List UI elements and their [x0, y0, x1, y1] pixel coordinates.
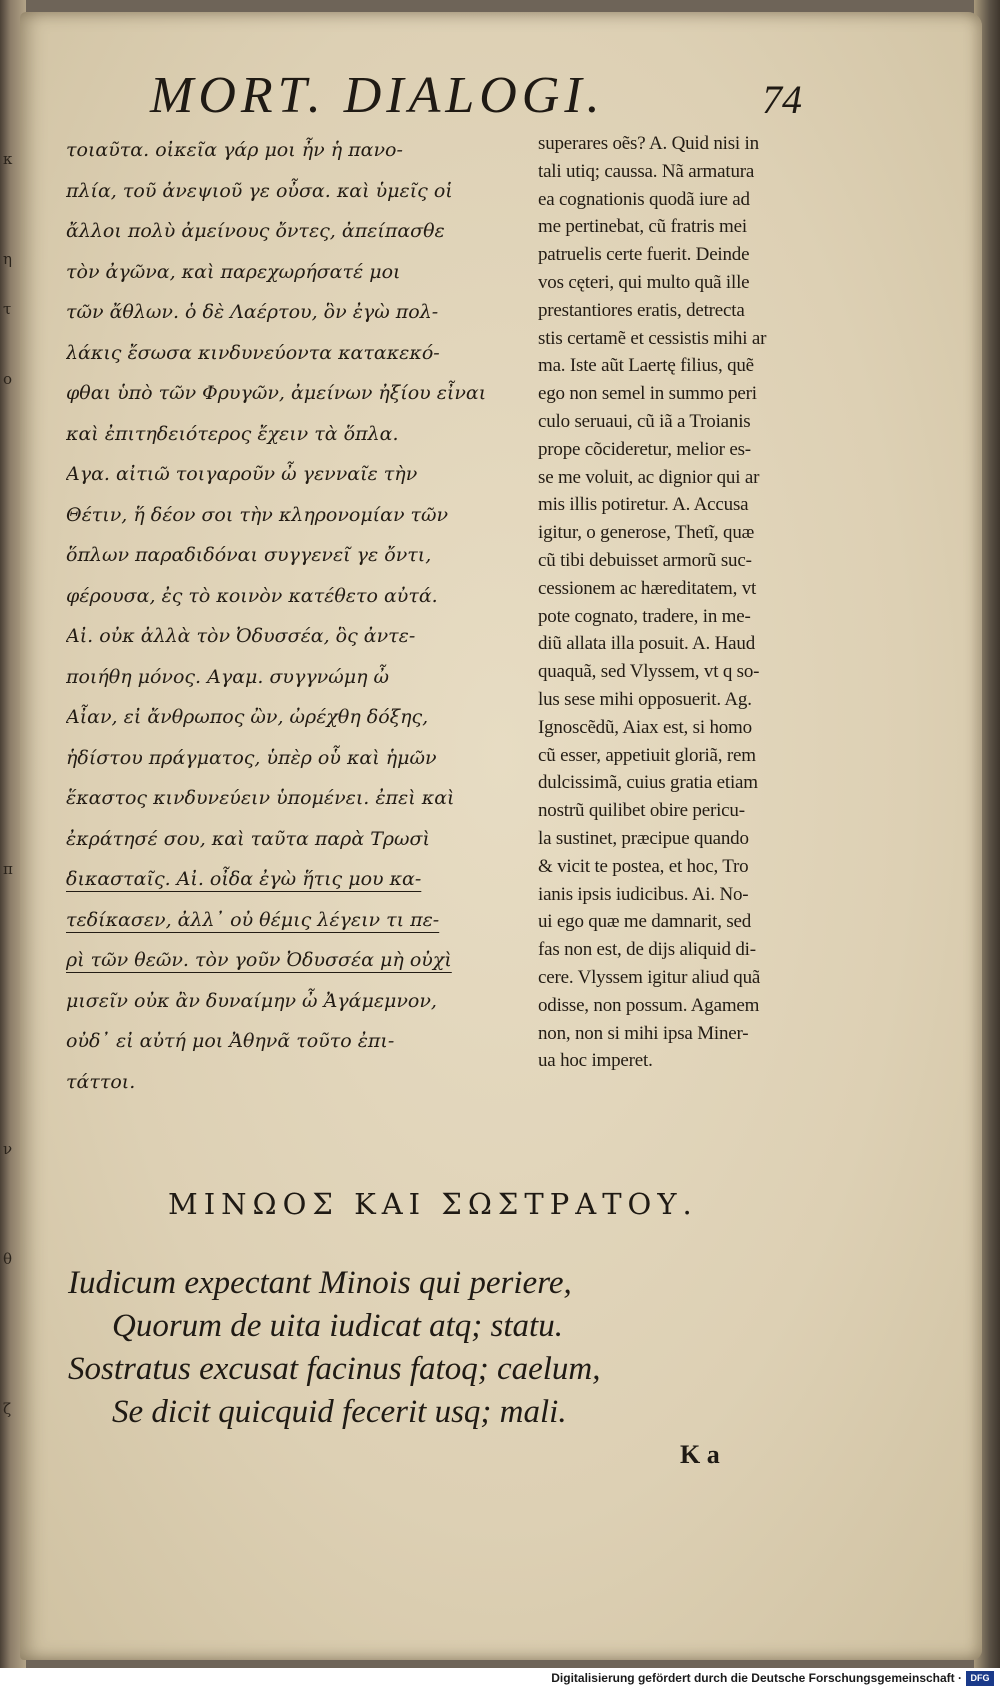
greek-text-line: οὐδ᾽ εἰ αὐτή μοι Ἀθηνᾶ τοῦτο ἐπι-	[66, 1030, 395, 1052]
greek-text-line: ὅπλων παραδιδόναι συγγενεῖ γε ὄντι,	[66, 544, 432, 566]
signature-mark: K a	[680, 1440, 720, 1469]
verse-line: Iudicum expectant Minois qui periere,	[68, 1265, 572, 1301]
latin-text-line: patruelis certe fuerit. Deinde	[538, 244, 750, 266]
latin-text-line: nostrũ quilibet obire pericu-	[538, 800, 745, 822]
latin-text-line: cũ tibi debuisset armorũ suc-	[538, 549, 752, 571]
greek-text-line: ποιήθη μόνος. Αγαμ. συγγνώμη ὦ	[66, 665, 389, 688]
latin-text-line: odisse, non possum. Agamem	[538, 994, 760, 1016]
latin-text-line: stis certamẽ et cessistis mihi ar	[538, 327, 767, 349]
latin-text-line: ego non semel in summo peri	[538, 383, 757, 405]
latin-text-line: ianis ipsis iudicibus. Ai. No-	[538, 883, 749, 905]
greek-text-line: ρὶ τῶν θεῶν. τὸν γοῦν Ὀδυσσέα μὴ οὐχὶ	[66, 949, 452, 971]
running-head: MORT. DIALOGI.	[150, 67, 605, 124]
latin-text-line: Ignoscẽdũ, Aiax est, si homo	[538, 716, 752, 738]
latin-text-line: dulcissimã, cuius gratia etiam	[538, 772, 758, 794]
latin-text-line: & vicit te postea, et hoc, Tro	[538, 855, 749, 877]
latin-text-line: se me voluit, ac dignior qui ar	[538, 466, 760, 488]
latin-text-line: culo seruaui, cũ iã a Troianis	[538, 410, 751, 432]
greek-text-line: φθαι ὑπὸ τῶν Φρυγῶν, ἀμείνων ἠξίου εἶναι	[66, 382, 487, 404]
greek-text-line: τὸν ἀγῶνα, καὶ παρεχωρήσατέ μοι	[66, 260, 401, 283]
latin-text-line: la sustinet, præcipue quando	[538, 827, 749, 849]
latin-text-line: cessionem ac hæreditatem, vt	[538, 577, 757, 599]
footer-credit: Digitalisierung gefördert durch die Deutsche Forschungsgemeinschaft ·	[551, 1671, 962, 1685]
latin-text-line: ui ego quæ me damnarit, sed	[538, 911, 752, 933]
latin-text-line: ua hoc imperet.	[538, 1050, 653, 1072]
section-heading: ΜΙΝΩΟΣ ΚΑΙ ΣΩΣΤΡΑΤΟΥ.	[168, 1187, 698, 1221]
verse-line: Se dicit quicquid fecerit usq; mali.	[112, 1394, 567, 1430]
latin-text-line: me pertinebat, cũ fratris mei	[538, 216, 747, 238]
greek-text-line: τῶν ἄθλων. ὁ δὲ Λαέρτου, ὃν ἐγὼ πολ-	[66, 301, 439, 323]
greek-text-line: καὶ ἐπιτηδειότερος ἔχειν τὰ ὅπλα.	[66, 422, 399, 445]
greek-text-line: Αἶαν, εἰ ἄνθρωπος ὢν, ὠρέχθη δόξης,	[66, 706, 429, 728]
argument-verse	[68, 1262, 788, 1434]
verse-line: Sostratus excusat facinus fatoq; caelum,	[68, 1351, 601, 1387]
greek-text-line: τοιαῦτα. οἰκεῖα γάρ μοι ἦν ἡ πανο-	[66, 139, 403, 161]
greek-text-column	[66, 130, 544, 1102]
greek-text-line: τάττοι.	[66, 1070, 136, 1093]
greek-text-line: φέρουσα, ἐς τὸ κοινὸν κατέθετο αὐτά.	[66, 584, 438, 607]
latin-text-line: pote cognato, tradere, in me-	[538, 605, 751, 627]
latin-text-line: ma. Iste aũt Laertę filius, quẽ	[538, 355, 754, 377]
latin-text-line: cere. Vlyssem igitur aliud quã	[538, 966, 761, 988]
latin-text-line: tali utiq; caussa. Nã armatura	[538, 160, 755, 182]
latin-text-line: igitur, o generose, Thetĩ, quæ	[538, 522, 755, 544]
latin-text-line: diũ allata illa posuit. A. Haud	[538, 633, 756, 655]
greek-text-line: ἄλλοι πολὺ ἀμείνους ὄντες, ἀπείπασθε	[66, 220, 445, 242]
greek-text-line: τεδίκασεν, ἀλλ᾽ οὐ θέμις λέγειν τι πε-	[66, 908, 440, 931]
greek-text-line: Αἰ. οὐκ ἀλλὰ τὸν Ὀδυσσέα, ὃς ἀντε-	[66, 625, 416, 647]
greek-text-line: μισεῖν οὐκ ἂν δυναίμην ὦ Ἀγάμεμνον,	[66, 989, 437, 1012]
greek-text-line: Θέτιν, ἥ δέον σοι τὴν κληρονομίαν τῶν	[66, 503, 449, 526]
latin-text-line: prestantiores eratis, detrecta	[538, 299, 745, 321]
latin-text-line: non, non si mihi ipsa Miner-	[538, 1022, 749, 1044]
latin-text-line: cũ esser, appetiuit gloriã, rem	[538, 744, 756, 766]
greek-text-line: Αγα. αἰτιῶ τοιγαροῦν ὦ γενναῖε τὴν	[66, 463, 418, 485]
latin-text-line: quaquã, sed Vlyssem, vt q so-	[538, 661, 760, 683]
greek-text-line: δικασταῖς. Αἰ. οἶδα ἐγὼ ἥτις μου κα-	[66, 868, 422, 890]
latin-text-line: fas non est, de dijs aliquid di-	[538, 939, 756, 961]
latin-text-line: superares oẽs? A. Quid nisi in	[538, 133, 759, 154]
greek-text-line: λάκις ἔσωσα κινδυνεύοντα κατακεκό-	[66, 341, 440, 364]
digitization-footer	[0, 1668, 1000, 1690]
left-margin-bleed: κ η τ ο π ν θ ζ	[3, 150, 13, 1418]
verse-line: Quorum de uita iudicat atq; statu.	[112, 1308, 563, 1344]
latin-text-line: ea cognationis quodã iure ad	[538, 188, 750, 210]
greek-text-line: ἡδίστου πράγματος, ὑπὲρ οὗ καὶ ἡμῶν	[66, 746, 437, 769]
dfg-logo: DFG	[966, 1671, 994, 1686]
greek-text-line: ἐκράτησέ σου, καὶ ταῦτα παρὰ Τρωσὶ	[66, 827, 430, 850]
latin-text-line: lus sese mihi opposuerit. Ag.	[538, 688, 752, 710]
greek-text-line: πλία, τοῦ ἀνεψιοῦ γε οὖσα. καὶ ὑμεῖς οἱ	[66, 179, 453, 202]
latin-text-line: vos cęteri, qui multo quã ille	[538, 271, 750, 293]
latin-text-line: prope cõcideretur, melior es-	[538, 438, 751, 460]
greek-text-line: ἕκαστος κινδυνεύειν ὑπομένει. ἐπεὶ καὶ	[66, 787, 455, 809]
latin-text-line: mis illis potiretur. A. Accusa	[538, 494, 749, 516]
page-number: 74	[762, 77, 802, 122]
latin-text-column	[538, 130, 858, 1075]
